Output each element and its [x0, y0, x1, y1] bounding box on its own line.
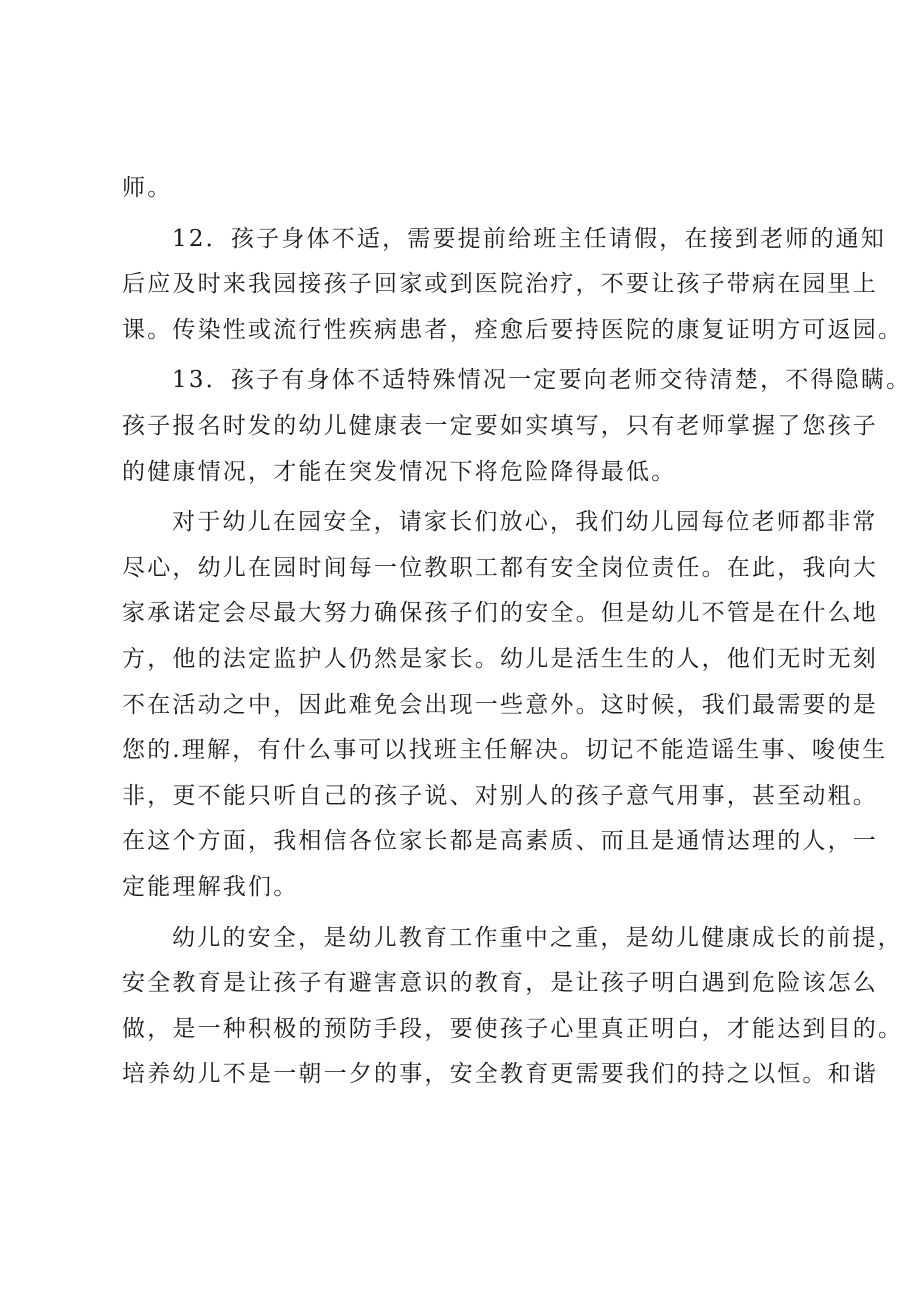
text-line: 孩子报名时发的幼儿健康表一定要如实填写，只有老师掌握了您孩子 — [122, 412, 878, 439]
text-line: 幼儿的安全，是幼儿教育工作重中之重，是幼儿健康成长的前提， — [172, 924, 903, 951]
paragraph-item-12 — [122, 217, 904, 354]
paragraph-continuation — [122, 166, 834, 212]
text-line: 12．孩子身体不适，需要提前给班主任请假，在接到老师的通知 — [172, 225, 887, 252]
text-line: 课。传染性或流行性疾病患者，痊愈后要持医院的康复证明方可返园。 — [122, 316, 904, 343]
text-line: 培养幼儿不是一朝一夕的事，安全教育更需要我们的持之以恒。和谐 — [122, 1061, 878, 1088]
text-line: 后应及时来我园接孩子回家或到医院治疗，不要让孩子带病在园里上 — [122, 271, 878, 298]
paragraph-item-13 — [122, 358, 912, 495]
text-line: 做，是一种积极的预防手段，要使孩子心里真正明白，才能达到目的。 — [122, 1015, 904, 1042]
text-line: 尽心，幼儿在园时间每一位教职工都有安全岗位责任。在此，我向大 — [122, 554, 878, 581]
text-line: 13．孩子有身体不适特殊情况一定要向老师交待清楚，不得隐瞒。 — [172, 367, 912, 394]
text-line: 家承诺定会尽最大努力确保孩子们的安全。但是幼儿不管是在什么地 — [122, 600, 878, 627]
text-line: 不在活动之中，因此难免会出现一些意外。这时候，我们最需要的是 — [122, 691, 878, 718]
text-line: 师。 — [122, 175, 173, 201]
text-line: 方，他的法定监护人仍然是家长。幼儿是活生生的人，他们无时无刻 — [122, 645, 878, 672]
text-line: 的健康情况，才能在突发情况下将危险降得最低。 — [122, 458, 677, 485]
body-text — [122, 166, 912, 1098]
text-line: 定能理解我们。 — [122, 873, 299, 900]
text-line: 非，更不能只听自己的孩子说、对别人的孩子意气用事，甚至动粗。 — [122, 782, 878, 809]
text-line: 在这个方面，我相信各位家长都是高素质、而且是通情达理的人，一 — [122, 828, 878, 855]
text-line: 安全教育是让孩子有避害意识的教育，是让孩子明白遇到危险该怎么 — [122, 970, 878, 997]
paragraph-safety-education — [122, 916, 904, 1098]
text-line: 您的.理解，有什么事可以找班主任解决。切记不能造谣生事、唆使生 — [122, 737, 888, 764]
text-line: 对于幼儿在园安全，请家长们放心，我们幼儿园每位老师都非常 — [172, 509, 878, 536]
paragraph-safety-assurance — [122, 500, 888, 910]
